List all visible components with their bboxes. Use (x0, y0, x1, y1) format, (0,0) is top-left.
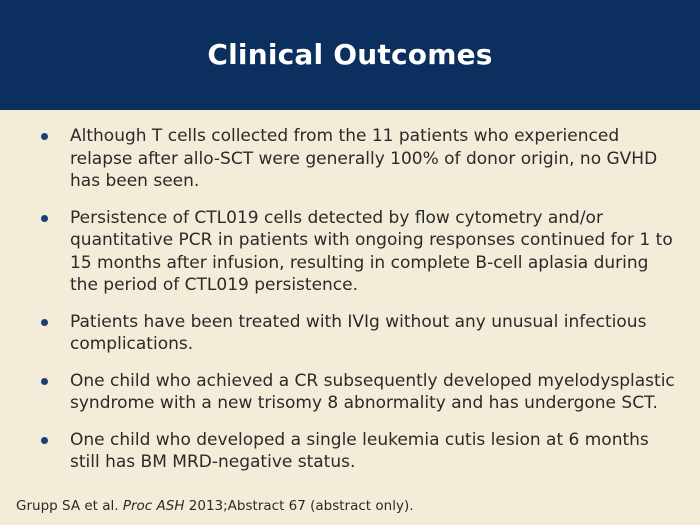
bullet-dot-icon (41, 215, 48, 222)
bullet-item (40, 311, 680, 356)
bullet-list (40, 125, 680, 488)
bullet-dot-icon (41, 133, 48, 140)
bullet-dot-icon (41, 319, 48, 326)
bullet-item (40, 370, 680, 415)
bullet-text: One child who developed a single leukemia cutis lesion at 6 months still has BM MRD-negative status. (70, 429, 649, 472)
bullet-dot-icon (41, 378, 48, 385)
bullet-item (40, 429, 680, 474)
bullet-item (40, 125, 680, 193)
citation-details: 2013;Abstract 67 (abstract only). (188, 498, 414, 514)
citation-journal: Proc ASH (122, 498, 185, 514)
citation (16, 498, 414, 514)
bullet-text: One child who achieved a CR subsequently developed myelodysplastic syndrome with a new trisomy 8 abnormality and has undergone SCT. (70, 370, 675, 413)
slide-title: Clinical Outcomes (207, 37, 493, 71)
bullet-dot-icon (41, 437, 48, 444)
citation-authors: Grupp SA et al. (16, 498, 119, 514)
bullet-text: Patients have been treated with IVIg without any unusual infectious complications. (70, 311, 647, 354)
bullet-item (40, 207, 680, 297)
bullet-text: Persistence of CTL019 cells detected by flow cytometry and/or quantitative PCR in patients with ongoing responses continued for 1 to 15 months after infusion, resulting in complete B-cell aplasia during the period of CTL019 persistence. (70, 207, 673, 295)
bullet-text: Although T cells collected from the 11 patients who experienced relapse after allo-SCT were generally 100% of donor origin, no GVHD has been seen. (70, 126, 658, 191)
title-bar (0, 0, 700, 110)
